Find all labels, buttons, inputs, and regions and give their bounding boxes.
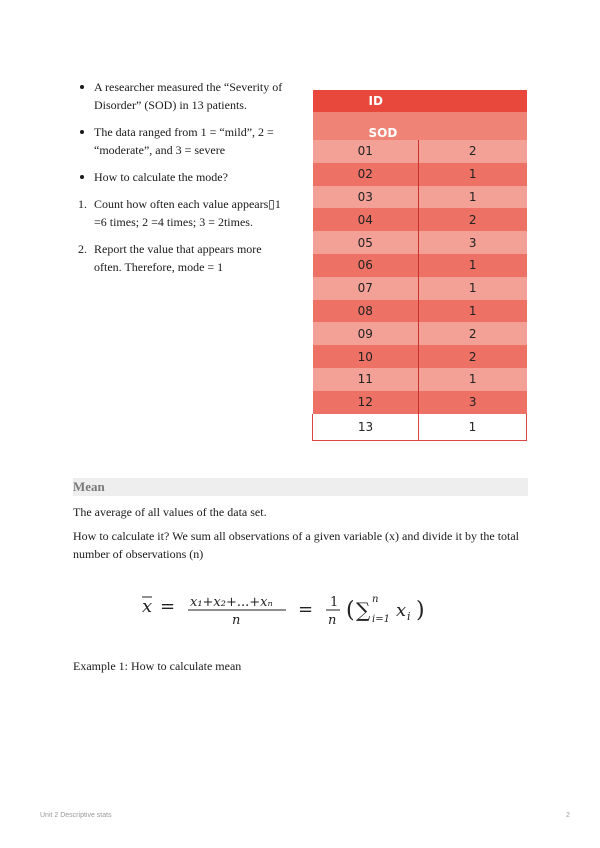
bullet-icon [80,85,84,89]
table-row [313,277,527,300]
table-row [313,231,527,254]
id-cell: 06 [313,254,419,277]
table-row [313,368,527,391]
sod-cell: 1 [419,414,527,441]
page-number: 2 [566,812,570,819]
mean-definition: The average of all values of the data set. [73,505,267,519]
id-column-header: ID [313,90,527,112]
sod-table [312,90,527,441]
id-cell: 02 [313,163,419,186]
id-cell: 04 [313,208,419,231]
list-item: A researcher measured the “Severity of Disorder” (SOD) in 13 patients. [94,78,286,114]
sod-cell: 2 [419,345,527,368]
bullet-icon [80,130,84,134]
id-cell: 05 [313,231,419,254]
table-row [313,300,527,323]
mode-explanation [76,78,286,285]
id-cell: 01 [313,140,419,163]
list-item: 2. Report the value that appears more often. Therefore, mode = 1 [78,242,262,274]
svg-text:=: = [298,599,314,620]
svg-text:n: n [372,594,379,605]
svg-text:i: i [407,610,411,623]
table-row [313,186,527,209]
sod-cell: 2 [419,208,527,231]
sod-cell: 1 [419,300,527,323]
numbered-list [76,195,286,276]
id-cell: 03 [313,186,419,209]
list-item: How to calculate the mode? [94,168,286,186]
mean-formula [140,588,470,628]
table-row [313,391,527,414]
svg-text:n: n [232,613,241,628]
id-cell: 10 [313,345,419,368]
table-row [313,322,527,345]
id-cell: 11 [313,368,419,391]
table-row [313,414,527,441]
svg-text:1: 1 [330,595,339,610]
list-item: The data ranged from 1 = “mild”, 2 = “moderate”, and 3 = severe [94,123,286,159]
sod-cell: 2 [419,322,527,345]
bullet-list [76,78,286,186]
svg-text:x: x [396,600,407,621]
svg-text:n: n [328,613,337,628]
sod-cell: 1 [419,186,527,209]
sod-cell: 3 [419,231,527,254]
sod-cell: 3 [419,391,527,414]
bullet-icon [80,175,84,179]
sod-cell: 1 [419,254,527,277]
svg-text:x: x [142,596,153,617]
table-row [313,254,527,277]
sod-cell: 1 [419,163,527,186]
id-cell: 08 [313,300,419,323]
svg-text:): ) [416,598,425,623]
section-heading-mean: Mean [73,478,528,496]
footer-title: Unit 2 Descriptive stats [40,812,112,819]
table-header-row [313,90,527,112]
table-header-row [313,112,527,140]
id-cell: 13 [313,414,419,441]
table-row [313,163,527,186]
mean-how-to: How to calculate it? We sum all observations of a given variable (x) and divide it by the total number of observations (n) [73,529,520,561]
list-item: 1. Count how often each value appears▯1 =6 times; 2 =4 times; 3 = 2times. [78,197,281,229]
example-label: Example 1: How to calculate mean [73,659,242,673]
id-cell: 07 [313,277,419,300]
table-row [313,140,527,163]
table-row [313,345,527,368]
id-cell: 12 [313,391,419,414]
svg-text:i=1: i=1 [372,614,390,625]
svg-text:x₁+x₂+...+xₙ: x₁+x₂+...+xₙ [190,595,273,610]
sod-cell: 1 [419,277,527,300]
sod-cell: 2 [419,140,527,163]
id-cell: 09 [313,322,419,345]
svg-text:(: ( [346,598,355,623]
svg-text:∑: ∑ [356,598,371,622]
sod-column-header: SOD [313,112,527,140]
table-row [313,208,527,231]
sod-cell: 1 [419,368,527,391]
svg-text:=: = [160,596,176,617]
